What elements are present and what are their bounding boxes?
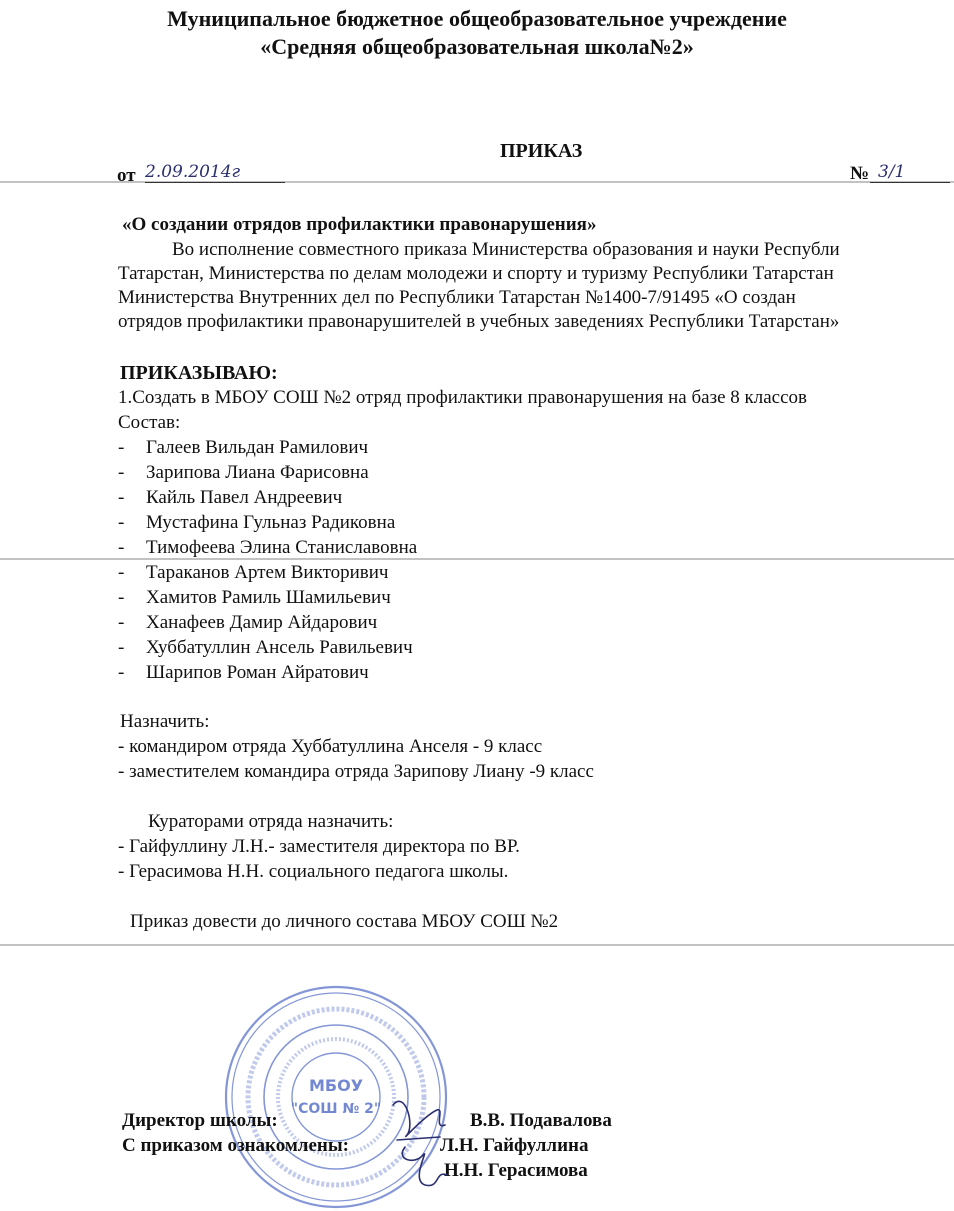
member-name: Тараканов Артем Викторивич — [146, 562, 389, 583]
member-name: Зарипова Лиана Фарисовна — [146, 462, 369, 483]
list-item: - Шарипов Роман Айратович — [118, 662, 369, 683]
member-name: Тимофеева Элина Станиславовна — [146, 537, 418, 558]
list-item: - Галеев Вильдан Рамилович — [118, 437, 369, 458]
member-name: Хамитов Рамиль Шамильевич — [146, 587, 391, 608]
assign-item-deputy: - заместителем командира отряда Зарипову Лиану -9 класс — [118, 761, 594, 782]
acquainted-name-2: Н.Н. Герасимова — [444, 1160, 588, 1181]
preamble-line-2: Татарстан, Министерства по делам молодежи и спорту и туризму Республики Татарстан — [118, 263, 834, 284]
director-label: Директор школы: — [122, 1110, 278, 1131]
list-item: - Хамитов Рамиль Шамильевич — [118, 587, 391, 608]
member-name: Мустафина Гульназ Радиковна — [146, 512, 396, 533]
scan-artifact-line — [0, 944, 954, 946]
curator-item: - Герасимова Н.Н. социального педагога школы. — [118, 861, 509, 882]
scan-artifact-line — [0, 558, 954, 560]
assign-label: Назначить: — [120, 711, 210, 732]
order-date-field — [145, 162, 285, 183]
member-name: Шарипов Роман Айратович — [146, 662, 369, 683]
stamp-center-line1: МБОУ — [308, 1076, 364, 1095]
stamp-center-line2: "СОШ № 2" — [290, 1101, 382, 1117]
composition-label: Состав: — [118, 412, 181, 433]
list-item: - Ханафеев Дамир Айдарович — [118, 612, 378, 633]
list-item: - Хуббатуллин Ансель Равильевич — [118, 637, 413, 658]
list-item: - Тимофеева Элина Станиславовна — [118, 537, 418, 558]
closing-statement: Приказ довести до личного состава МБОУ СОШ №2 — [130, 911, 559, 932]
list-item: - Кайль Павел Андреевич — [118, 487, 343, 508]
acquainted-name-1: Л.Н. Гайфуллина — [440, 1135, 589, 1156]
curator-item: - Гайфуллину Л.Н.- заместителя директора по ВР. — [118, 836, 520, 857]
order-number-handwritten: 3/1 — [878, 162, 906, 182]
list-item: - Зарипова Лиана Фарисовна — [118, 462, 369, 483]
list-item: - Тараканов Артем Викторивич — [118, 562, 389, 583]
member-name: Кайль Павел Андреевич — [146, 487, 343, 508]
order-word: ПРИКАЗЫВАЮ: — [120, 362, 278, 384]
order-date-prefix: от — [117, 165, 136, 186]
list-item: - Мустафина Гульназ Радиковна — [118, 512, 396, 533]
order-number-prefix: № — [850, 163, 870, 184]
preamble-line-4: отрядов профилактики правонарушителей в учебных заведениях Республики Татарстан» — [118, 311, 840, 332]
curators-label: Кураторами отряда назначить: — [148, 811, 394, 832]
acquainted-label: С приказом ознакомлены: — [122, 1135, 350, 1156]
school-name: «Средняя общеобразовательная школа№2» — [260, 34, 694, 59]
assign-item-commander: - командиром отряда Хуббатуллина Анселя - 9 класс — [118, 736, 543, 757]
institution-name: Муниципальное бюджетное общеобразовательное учреждение — [167, 6, 787, 31]
scan-artifact-line — [0, 181, 954, 183]
preamble-line-3: Министерства Внутренних дел по Республики Татарстан №1400-7/91495 «О создан — [118, 287, 796, 308]
member-name: Галеев Вильдан Рамилович — [146, 437, 369, 458]
preamble-line-1: Во исполнение совместного приказа Министерства образования и науки Республи — [172, 239, 840, 260]
member-name: Хуббатуллин Ансель Равильевич — [146, 637, 413, 658]
order-date-handwritten: 2.09.2014г — [145, 162, 241, 182]
director-name: В.В. Подавалова — [470, 1110, 612, 1131]
item-1: 1.Создать в МБОУ СОШ №2 отряд профилактики правонарушения на базе 8 классов — [118, 387, 808, 408]
order-subject: «О создании отрядов профилактики правонарушения» — [122, 214, 597, 235]
order-number-field — [870, 162, 950, 183]
order-title: ПРИКАЗ — [500, 140, 583, 162]
member-name: Ханафеев Дамир Айдарович — [146, 612, 378, 633]
handwritten-signatures — [385, 1085, 455, 1195]
